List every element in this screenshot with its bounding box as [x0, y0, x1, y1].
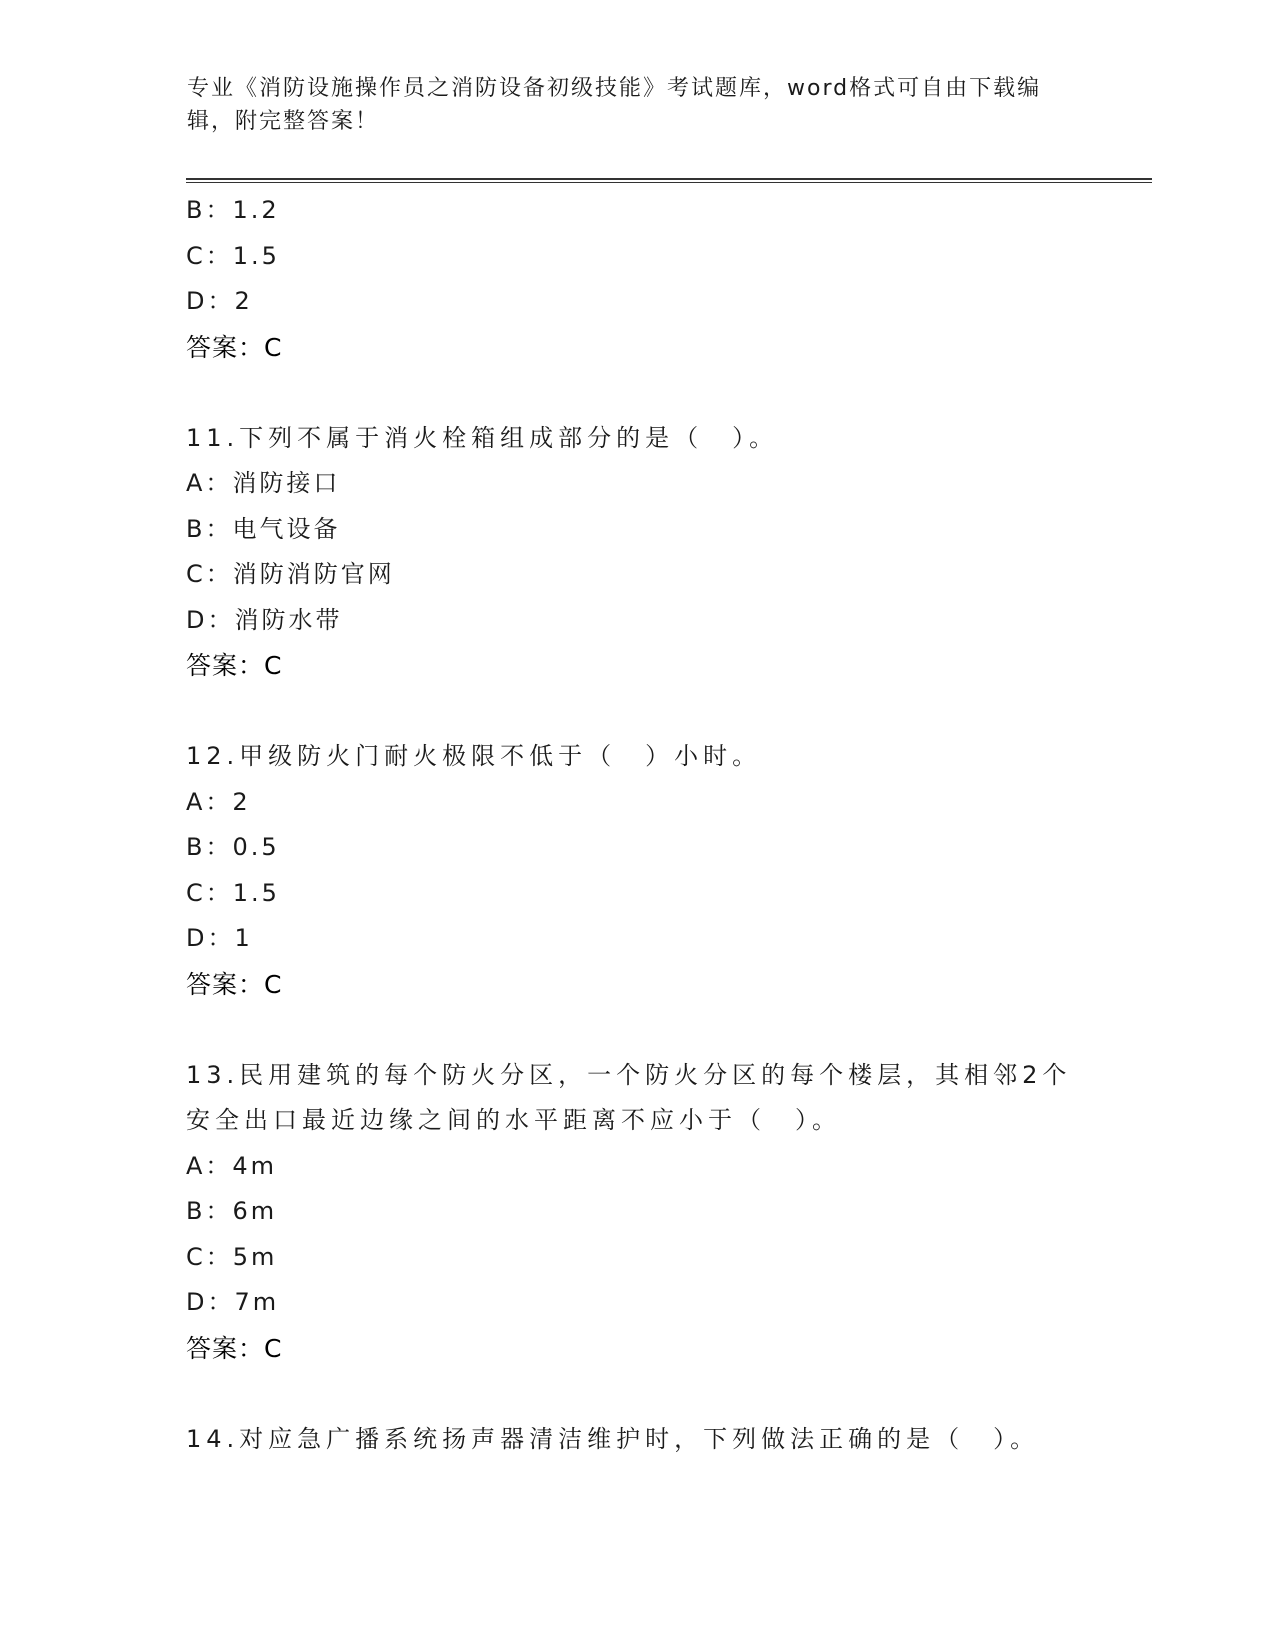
question-11 [186, 416, 1146, 689]
spacer [186, 689, 1146, 735]
option-b: B：电气设备 [186, 514, 341, 543]
question-10-continued [186, 188, 1146, 370]
question-title-line-1: 13.民用建筑的每个防火分区，一个防火分区的每个楼层，其相邻2个 [186, 1060, 1072, 1089]
question-14 [186, 1417, 1146, 1463]
option-b: B：6m [186, 1197, 278, 1225]
option-d: D：2 [186, 287, 253, 315]
question-title: 11.下列不属于消火栓箱组成部分的是（ ）。 [186, 423, 779, 452]
option-c: C：消防消防官网 [186, 560, 395, 588]
option-a: A：消防接口 [186, 469, 341, 497]
option-b: B：0.5 [186, 833, 280, 861]
document-header [187, 72, 1087, 138]
answer-line: 答案：C [186, 1333, 283, 1363]
question-12 [186, 734, 1146, 1007]
option-c: C：1.5 [186, 878, 280, 907]
answer-line: 答案：C [186, 651, 283, 680]
option-b: B：1.2 [186, 196, 280, 224]
answer-line: 答案：C [186, 332, 283, 362]
header-line-1: 专业《消防设施操作员之消防设备初级技能》考试题库，word格式可自由下载编 [187, 76, 1042, 101]
option-d: D：1 [186, 924, 253, 952]
spacer [186, 1007, 1146, 1053]
spacer [186, 370, 1146, 416]
option-d: D：7m [186, 1288, 280, 1316]
option-a: A：4m [186, 1151, 278, 1180]
option-c: C：1.5 [186, 241, 280, 270]
header-line-2: 辑，附完整答案！ [187, 109, 380, 134]
spacer [186, 1371, 1146, 1417]
question-title: 12.甲级防火门耐火极限不低于（ ）小时。 [186, 742, 762, 770]
answer-line: 答案：C [186, 969, 283, 999]
question-title-line-2: 安全出口最近边缘之间的水平距离不应小于（ ）。 [186, 1106, 841, 1134]
option-a: A：2 [186, 787, 251, 816]
option-c: C：5m [186, 1242, 278, 1271]
question-13 [186, 1053, 1146, 1372]
question-title: 14.对应急广播系统扬声器清洁维护时，下列做法正确的是（ ）。 [186, 1424, 1040, 1453]
question-list [186, 188, 1146, 1462]
header-divider [186, 178, 1152, 183]
option-d: D：消防水带 [186, 605, 343, 634]
